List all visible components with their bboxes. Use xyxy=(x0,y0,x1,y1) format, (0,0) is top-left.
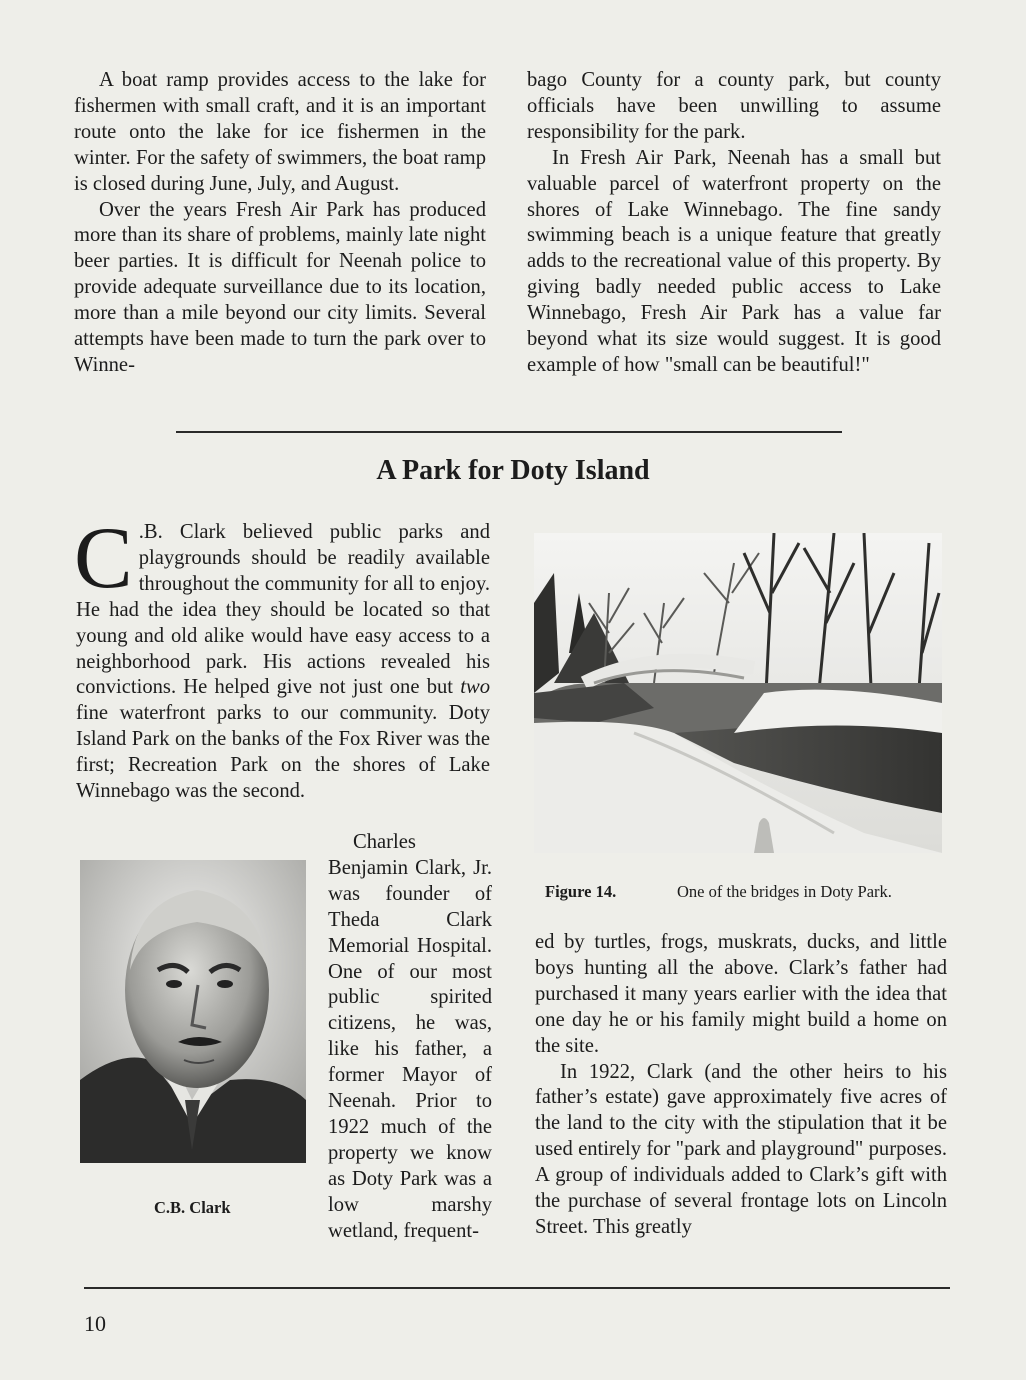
intro-column xyxy=(74,510,490,805)
top-right-column xyxy=(527,68,941,379)
paragraph: In Fresh Air Park, Neenah has a small but valuable parcel of waterfront property on the shores of Lake Winnebago. The fine sandy swimming beach is a unique feature that greatly adds to the recreational value of this property. By giving badly needed public access to Lake Winnebago, Fresh Air Park has a value far beyond what its size would suggest. It is good example of how "small can be beautiful!" xyxy=(527,146,941,376)
figure-label: Figure 14. xyxy=(545,882,617,901)
intro-text: .B. Clark believed public parks and playgrounds should be readily available throughout the community for all to enjoy. He had the idea they should be located so that young and old alike would have easy access to a neighborhood park. His actions revealed his convictions. He helped give not just one but xyxy=(76,521,490,699)
bridge-photo xyxy=(534,533,942,853)
paragraph: Over the years Fresh Air Park has produced more than its share of problems, mainly late night beer parties. It is difficult for Neenah police to provide adequate surveillance due to its location, more than a mile beyond our city limits. Several attempts have been made to turn the park over to Winne- xyxy=(74,198,486,376)
section-title: A Park for Doty Island xyxy=(376,455,650,486)
top-left-column xyxy=(74,68,486,379)
figure-caption: One of the bridges in Doty Park. xyxy=(677,882,892,901)
lower-right-column xyxy=(535,930,947,1241)
bridge-image xyxy=(534,533,942,853)
paragraph: bago County for a county park, but county officials have been unwilling to assume responsibility for the park. xyxy=(527,69,941,143)
paragraph: A boat ramp provides access to the lake for fishermen with small craft, and it is an important route onto the lake for ice fishermen in the winter. For the safety of swimmers, the boat ramp is closed during June, July, and August. xyxy=(74,69,486,195)
intro-paragraph xyxy=(74,510,490,805)
narrow-column xyxy=(328,830,492,1245)
portrait-image xyxy=(80,860,306,1163)
section-divider xyxy=(176,431,842,433)
intro-text-end: fine waterfront parks to our community. Doty Island Park on the banks of the Fox River was the first; Recreation Park on the shores of Lake Winnebago was the second. xyxy=(76,702,490,803)
footer-rule xyxy=(84,1287,950,1289)
drop-cap: C xyxy=(74,510,133,607)
paragraph: In 1922, Clark (and the other heirs to his father’s estate) gave approximately five acres of the land to the city with the stipulation that it be used entirely for "park and playground" purposes. A group of individuals added to Clark’s gift with the purchase of several frontage lots on Lincoln Street. This greatly xyxy=(535,1060,947,1238)
paragraph: ed by turtles, frogs, muskrats, ducks, and little boys hunting all the above. Clark’s father had purchased it many years earlier with the idea that one day he or his family might build a home on the site. xyxy=(535,931,947,1057)
page-number: 10 xyxy=(84,1311,106,1336)
intro-emphasis: two xyxy=(460,676,490,699)
portrait-photo xyxy=(80,860,306,1163)
paragraph: Charles Benjamin Clark, Jr. was founder of Theda Clark Memorial Hospital. One of our most public spirited citizens, he was, like his father, a former Mayor of Neenah. Prior to 1922 much of the property we know as Doty Park was a low marshy wetland, frequent- xyxy=(328,831,492,1242)
portrait-caption: C.B. Clark xyxy=(154,1198,231,1217)
